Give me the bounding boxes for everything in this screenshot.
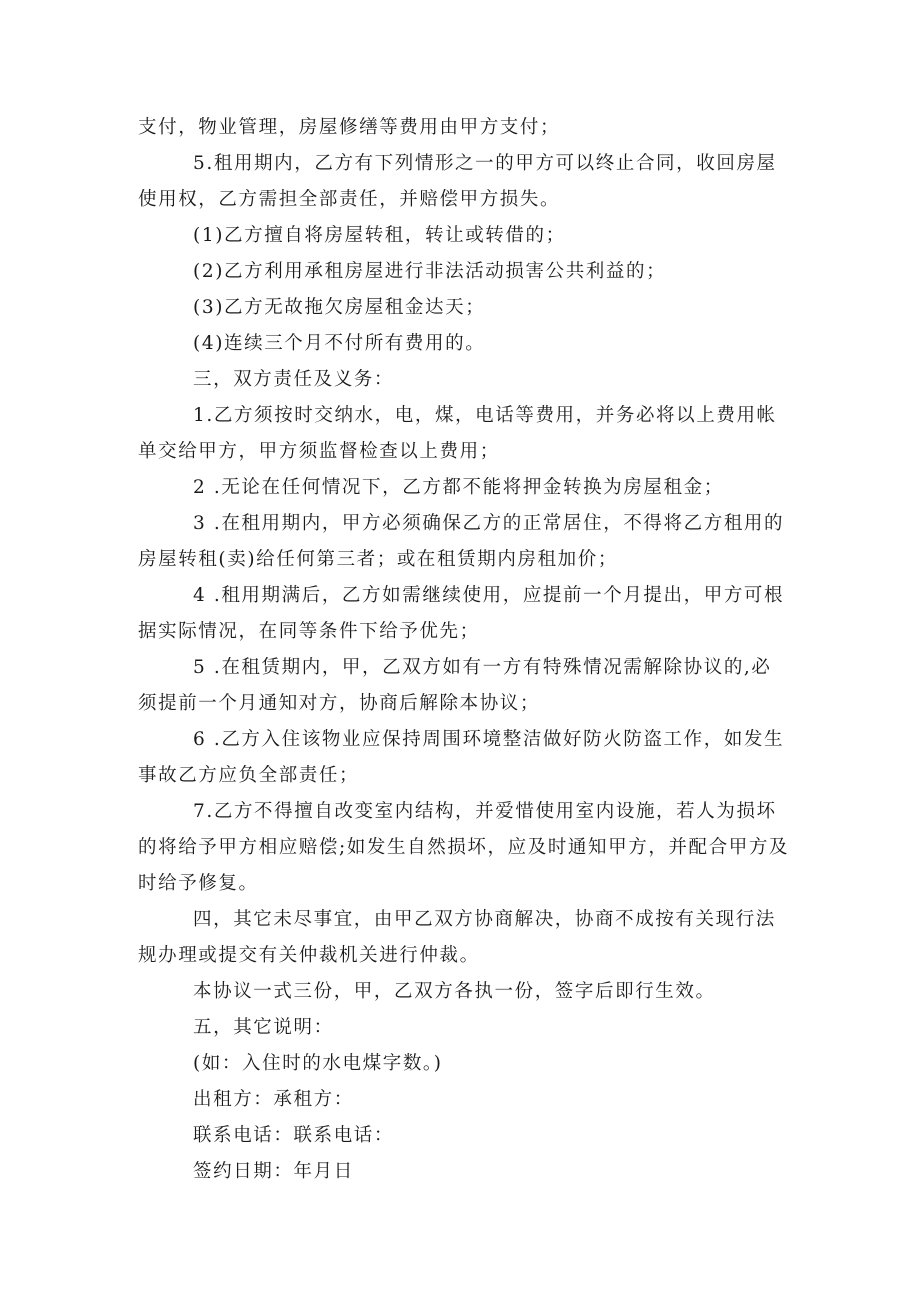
text-line: 1.乙方须按时交纳水，电，煤，电话等费用，并务必将以上费用帐: [193, 405, 777, 426]
text-line: 支付，物业管理，房屋修缮等费用由甲方支付；: [138, 117, 561, 138]
text-line: 本协议一式三份，甲，乙双方各执一份，签字后即行生效。: [193, 981, 716, 1002]
document-page: [138, 110, 788, 1190]
text-line: 事故乙方应负全部责任；: [138, 765, 360, 786]
text-line: 5 .在租赁期内，甲，乙双方如有一方有特殊情况需解除协议的,必: [193, 657, 772, 678]
text-line: 单交给甲方，甲方须监督检查以上费用；: [138, 441, 500, 462]
text-line: 据实际情况，在同等条件下给予优先；: [138, 621, 480, 642]
text-line: 房屋转租(卖)给任何第三者；或在租赁期内房租加价；: [138, 549, 618, 570]
text-line: 时给予修复。: [138, 873, 259, 894]
signature-phone: 联系电话：联系电话：: [193, 1125, 395, 1146]
text-line: 4 .租用期满后，乙方如需继续使用，应提前一个月提出，甲方可根: [193, 585, 785, 606]
text-line: 3 .在租用期内，甲方必须确保乙方的正常居住，不得将乙方租用的: [193, 513, 785, 534]
signature-parties: 出租方：承租方：: [193, 1089, 354, 1110]
text-line: (2)乙方利用承租房屋进行非法活动损害公共利益的；: [193, 261, 667, 282]
text-line: (4)连续三个月不付所有费用的。: [193, 333, 486, 354]
text-line: 2 .无论在任何情况下，乙方都不能将押金转换为房屋租金；: [193, 477, 724, 498]
text-line: 使用权，乙方需担全部责任，并赔偿甲方损失。: [138, 189, 561, 210]
text-line: 6 .乙方入住该物业应保持周围环境整洁做好防火防盗工作，如发生: [193, 729, 785, 750]
text-line: (如：入住时的水电煤字数。): [193, 1053, 443, 1074]
section-heading: 五，其它说明：: [193, 1017, 334, 1038]
section-heading: 四，其它未尽事宜，由甲乙双方协商解决，协商不成按有关现行法: [193, 909, 776, 930]
text-line: 须提前一个月通知对方，协商后解除本协议；: [138, 693, 541, 714]
text-line: 规办理或提交有关仲裁机关进行仲裁。: [138, 945, 480, 966]
text-line: 7.乙方不得擅自改变室内结构，并爱惜使用室内设施，若人为损坏: [193, 801, 777, 822]
text-line: 5.租用期内，乙方有下列情形之一的甲方可以终止合同，收回房屋: [193, 153, 777, 174]
text-line: 的将给予甲方相应赔偿;如发生自然损坏，应及时通知甲方，并配合甲方及: [138, 837, 790, 858]
text-line: (3)乙方无故拖欠房屋租金达天；: [193, 297, 486, 318]
signature-date: 签约日期：年月日: [193, 1161, 354, 1182]
section-heading: 三，双方责任及义务：: [193, 369, 395, 390]
text-line: (1)乙方擅自将房屋转租，转让或转借的；: [193, 225, 566, 246]
